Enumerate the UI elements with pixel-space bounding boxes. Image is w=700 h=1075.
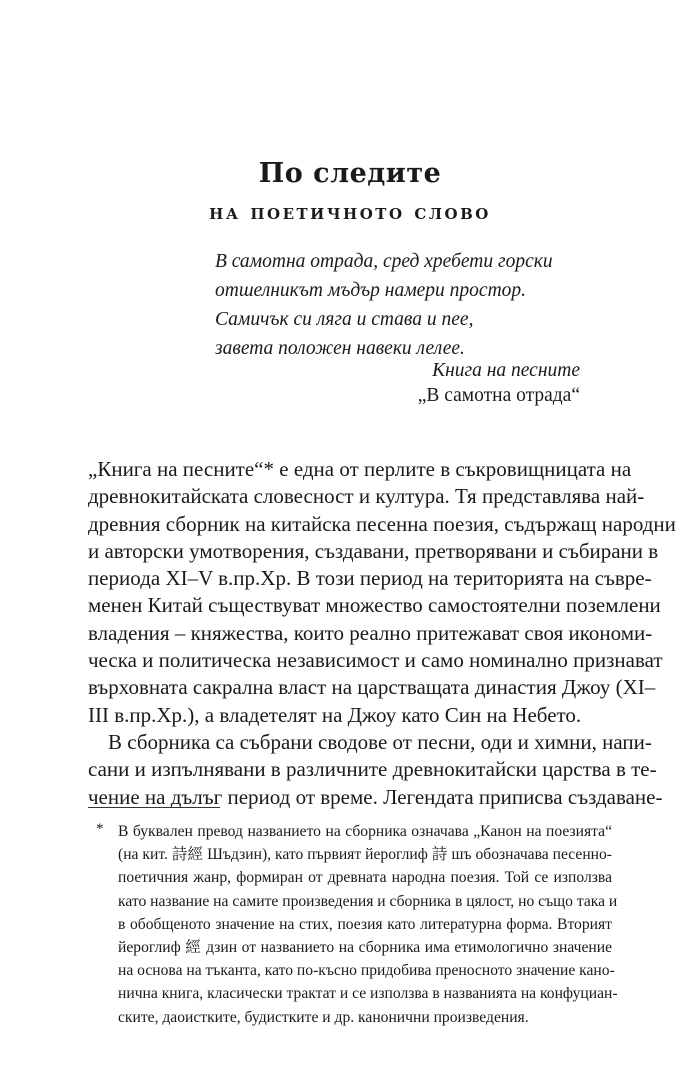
footnote-marker: * [96, 821, 104, 837]
footnote-line: нична книга, класически трактат и се използва в названията на конфуциан- [118, 985, 618, 1003]
text-line: В сборника са събрани сводове от песни, оди и химни, напи- [108, 729, 652, 754]
text-line: III в.пр.Хр.), а владетелят на Джоу като Син на Небето. [88, 702, 582, 727]
epigraph-line: Самичък си ляга и става и пее, [215, 309, 474, 330]
text-line: чение на дълъг период от време. Легендата приписва създаване- [88, 784, 663, 809]
text-line: „Книга на песните“* е една от перлите в съкровищницата на [88, 457, 632, 481]
footnote-line: ските, даоистките, будистките и др. канонични произведения. [118, 1008, 529, 1026]
epigraph-line: отшелникът мъдър намери простор. [215, 280, 527, 301]
chapter-title-line-2: на поетичното слово [209, 199, 491, 224]
text-line: сани и изпълнявани в различните древнокитайски царства в те- [88, 757, 657, 782]
epigraph-source-poem: „В самотна отрада“ [417, 385, 580, 406]
footnote-line: поетичния жанр, формиран от древната народна поезия. Той се използва [118, 869, 612, 887]
text-line: ческа и политическа независимост и само номинално признават [88, 648, 663, 673]
footnote-divider [88, 807, 220, 808]
text-line: периода XI–V в.пр.Хр. В този период на територията на съвре- [88, 566, 652, 591]
epigraph-line: завета положен навеки лелее. [215, 338, 465, 359]
text-line: древнокитайската словесност и култура. Тя представлява най- [88, 484, 645, 509]
chapter-title-line-1: По следите [258, 158, 442, 189]
epigraph-line: В самотна отрада, сред хребети горски [215, 251, 553, 272]
main-text [88, 456, 676, 811]
footnote-line: (на кит. 詩經 Шъдзин), като първият йероглиф 詩 шъ обозначава песенно- [118, 846, 612, 864]
footnote-line: йероглиф 經 дзин от названието на сборника има етимологично значение [118, 938, 612, 956]
footnote-line: в обобщеното значение на стих, поезия като литературна форма. Вторият [118, 915, 612, 933]
text-line: менен Китай съществуват множество самостоятелни поземлени [88, 593, 661, 618]
footnote-line: на основа на тъканта, като по-късно придобива преносното значение кано- [118, 962, 615, 980]
footnote-line: като название на самите произведения и сборника в цялост, но също така и [118, 892, 618, 910]
text-line: владения – княжества, които реално притежават своя икономи- [88, 620, 653, 645]
epigraph-source-book: Книга на песните [432, 360, 580, 381]
text-line: и авторски умотворения, създавани, претворявани и събирани в [88, 538, 659, 563]
footnote [118, 820, 618, 1029]
text-line: върховната сакрална власт на царстващата династия Джоу (XI– [88, 675, 656, 700]
footnote-line: В буквален превод названието на сборника означава „Канон на поезията“ [118, 823, 612, 840]
epigraph-poem [215, 247, 615, 363]
text-line: древния сборник на китайска песенна поезия, съдържащ народни [88, 511, 676, 536]
